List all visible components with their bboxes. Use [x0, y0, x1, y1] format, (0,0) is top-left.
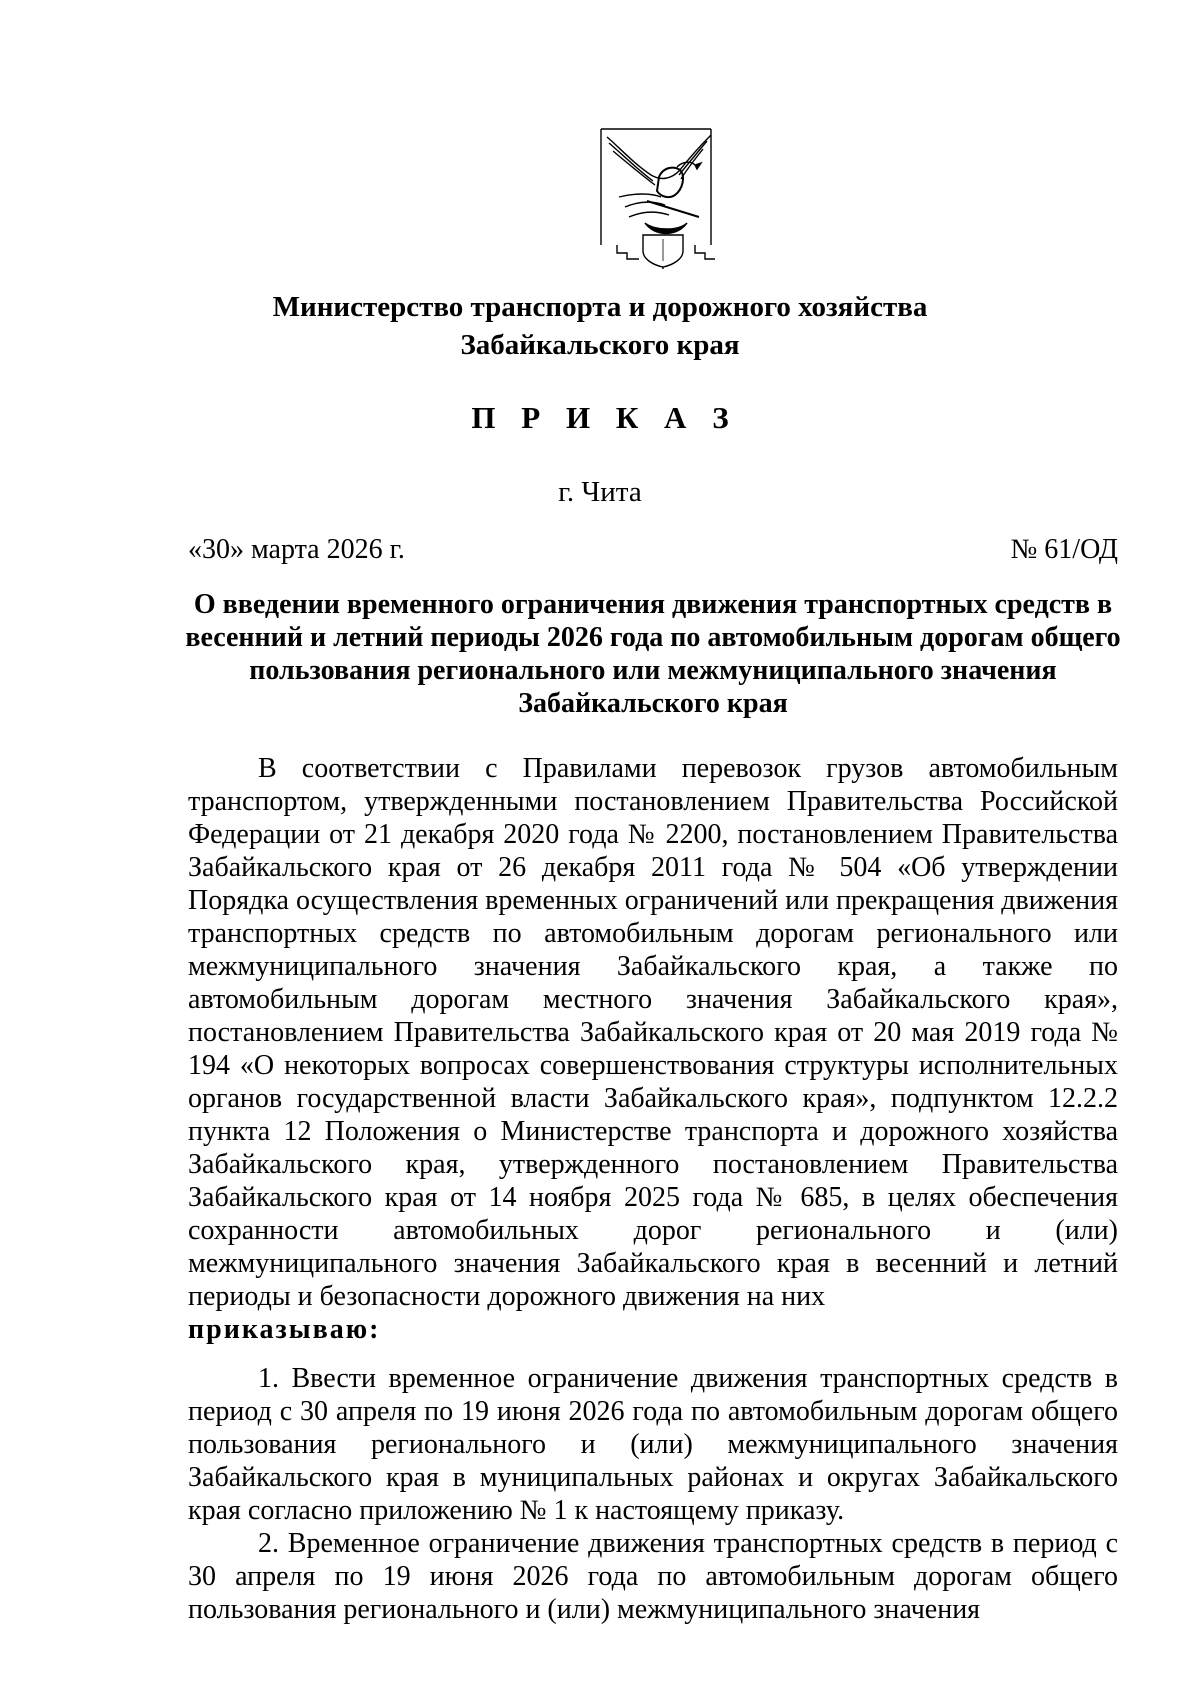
ministry-heading: [0, 288, 1200, 364]
document-number: № 61/ОД: [1010, 534, 1118, 565]
preamble-text: В соответствии с Правилами перевозок грузов автомобильным транспортом, утвержденными постановлением Правительства Российской Федерации от 21 декабря 2020 года № 2200, постановлением Правительства Забайкальского края от 26 декабря 2011 года № 504 «Об утверждении Порядка осуществления временных ограничений или прекращения движения транспортных средств по автомобильным дорогам регионального или межмуниципального значения Забайкальского края, а также по автомобильным дорогам местного значения Забайкальского края», постановлением Правительства Забайкальского края от 20 мая 2019 года № 194 «О некоторых вопросах совершенствования структуры исполнительных органов государственной власти Забайкальского края», подпунктом 12.2.2 пункта 12 Положения о Министерстве транспорта и дорожного хозяйства Забайкальского края, утвержденного постановлением Правительства Забайкальского края от 14 ноября 2025 года № 685, в целях обеспечения сохранности автомобильных дорог регионального и (или) межмуниципального значения Забайкальского края в весенний и летний периоды и безопасности дорожного движения на них: [188, 753, 1119, 1312]
document-body: [188, 752, 1118, 1626]
region-name: Забайкальского края: [460, 329, 740, 361]
ministry-name: Министерство транспорта и дорожного хозяйства: [272, 291, 928, 323]
document-type: П Р И К А З: [471, 400, 738, 435]
coat-of-arms-icon: [599, 127, 727, 269]
city-name: г. Чита: [558, 476, 642, 508]
decree-word: приказываю:: [188, 1314, 381, 1345]
preamble-paragraph: [188, 752, 1118, 1346]
document-title: О введении временного ограничения движения транспортных средств в весенний и летний периоды 2026 года по автомобильным дорогам общего пользования регионального или межмуниципального значения Забайкальского края: [185, 589, 1121, 719]
document-date: «30» марта 2026 г.: [188, 534, 405, 565]
date-number-line: [188, 533, 1118, 567]
item-2-paragraph: 2. Временное ограничение движения транспортных средств в период с 30 апреля по 19 июня 2026 года по автомобильным дорогам общего пользования регионального и (или) межмуниципального значения: [188, 1528, 1118, 1625]
item-1-paragraph: 1. Ввести временное ограничение движения транспортных средств в период с 30 апреля по 19 июня 2026 года по автомобильным дорогам общего пользования регионального и (или) межмуниципального значения Забайкальского края в муниципальных районах и округах Забайкальского края согласно приложению № 1 к настоящему приказу.: [188, 1363, 1118, 1526]
